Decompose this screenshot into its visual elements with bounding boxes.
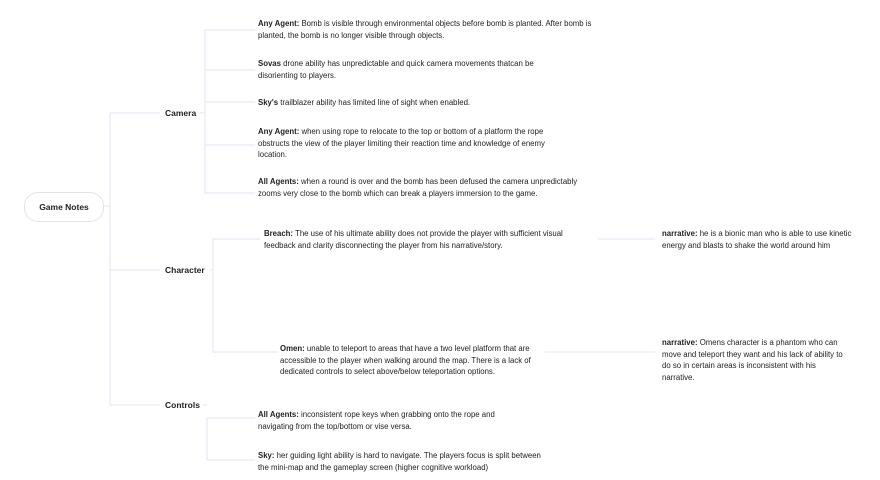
- note-label: Omen:: [280, 344, 305, 353]
- root-node-game-notes[interactable]: Game Notes: [24, 192, 104, 222]
- character-note-breach[interactable]: [264, 228, 589, 251]
- note-text: trailblazer ability has limited line of sight when enabled.: [278, 98, 471, 107]
- note-text: when a round is over and the bomb has been defused the camera unpredictably zooms very close to the bomb which can break a players immersion to the game.: [258, 177, 578, 198]
- branch-camera[interactable]: Camera: [165, 108, 197, 118]
- note-label: Sky's: [258, 98, 279, 107]
- note-label: narrative:: [662, 229, 698, 238]
- note-text: The use of his ultimate ability does not provide the player with sufficient visual feedback and clarity disconnecting the player from his narrative/story.: [264, 229, 563, 250]
- note-label: Any Agent:: [258, 127, 300, 136]
- note-text: her guiding light ability is hard to navigate. The players focus is split between the mini-map and the gameplay screen (higher cognitive workload): [258, 451, 541, 472]
- camera-note-3[interactable]: [258, 97, 593, 109]
- note-label: All Agents:: [258, 177, 299, 186]
- note-label: narrative:: [662, 338, 698, 347]
- camera-note-2[interactable]: [258, 58, 558, 81]
- note-text: Omens character is a phantom who can move and teleport they want and his lack of ability to do so in certain areas is inconsistent with his narrative.: [662, 338, 843, 382]
- controls-note-2[interactable]: [258, 450, 543, 473]
- note-text: drone ability has unpredictable and quick camera movements thatcan be disorienting to players.: [258, 59, 534, 80]
- note-label: Sovas: [258, 59, 281, 68]
- note-text: Bomb is visible through environmental objects before bomb is planted. After bomb is planted, the bomb is no longer visible through objects.: [258, 19, 592, 40]
- note-label: Sky:: [258, 451, 275, 460]
- note-text: unable to teleport to areas that have a two level platform that are accessible to the player when walking around the map. There is a lack of dedicated controls to select above/below teleportation options.: [280, 344, 531, 376]
- note-text: inconsistent rope keys when grabbing onto the rope and navigating from the top/bottom or vise versa.: [258, 410, 495, 431]
- note-text: he is a bionic man who is able to use kinetic energy and blasts to shake the world around him: [662, 229, 852, 250]
- note-text: when using rope to relocate to the top or bottom of a platform the rope obstructs the view of the player limiting their reaction time and knowledge of enemy location.: [258, 127, 545, 159]
- character-note-omen[interactable]: [280, 343, 550, 378]
- breach-narrative-note[interactable]: [662, 228, 872, 251]
- note-label: All Agents:: [258, 410, 299, 419]
- camera-note-4[interactable]: [258, 126, 573, 161]
- branch-character[interactable]: Character: [165, 265, 205, 275]
- note-label: Any Agent:: [258, 19, 300, 28]
- controls-note-1[interactable]: [258, 409, 518, 432]
- camera-note-5[interactable]: [258, 176, 588, 199]
- omen-narrative-note[interactable]: [662, 337, 847, 383]
- camera-note-1[interactable]: [258, 18, 593, 41]
- note-label: Breach:: [264, 229, 294, 238]
- branch-controls[interactable]: Controls: [165, 400, 200, 410]
